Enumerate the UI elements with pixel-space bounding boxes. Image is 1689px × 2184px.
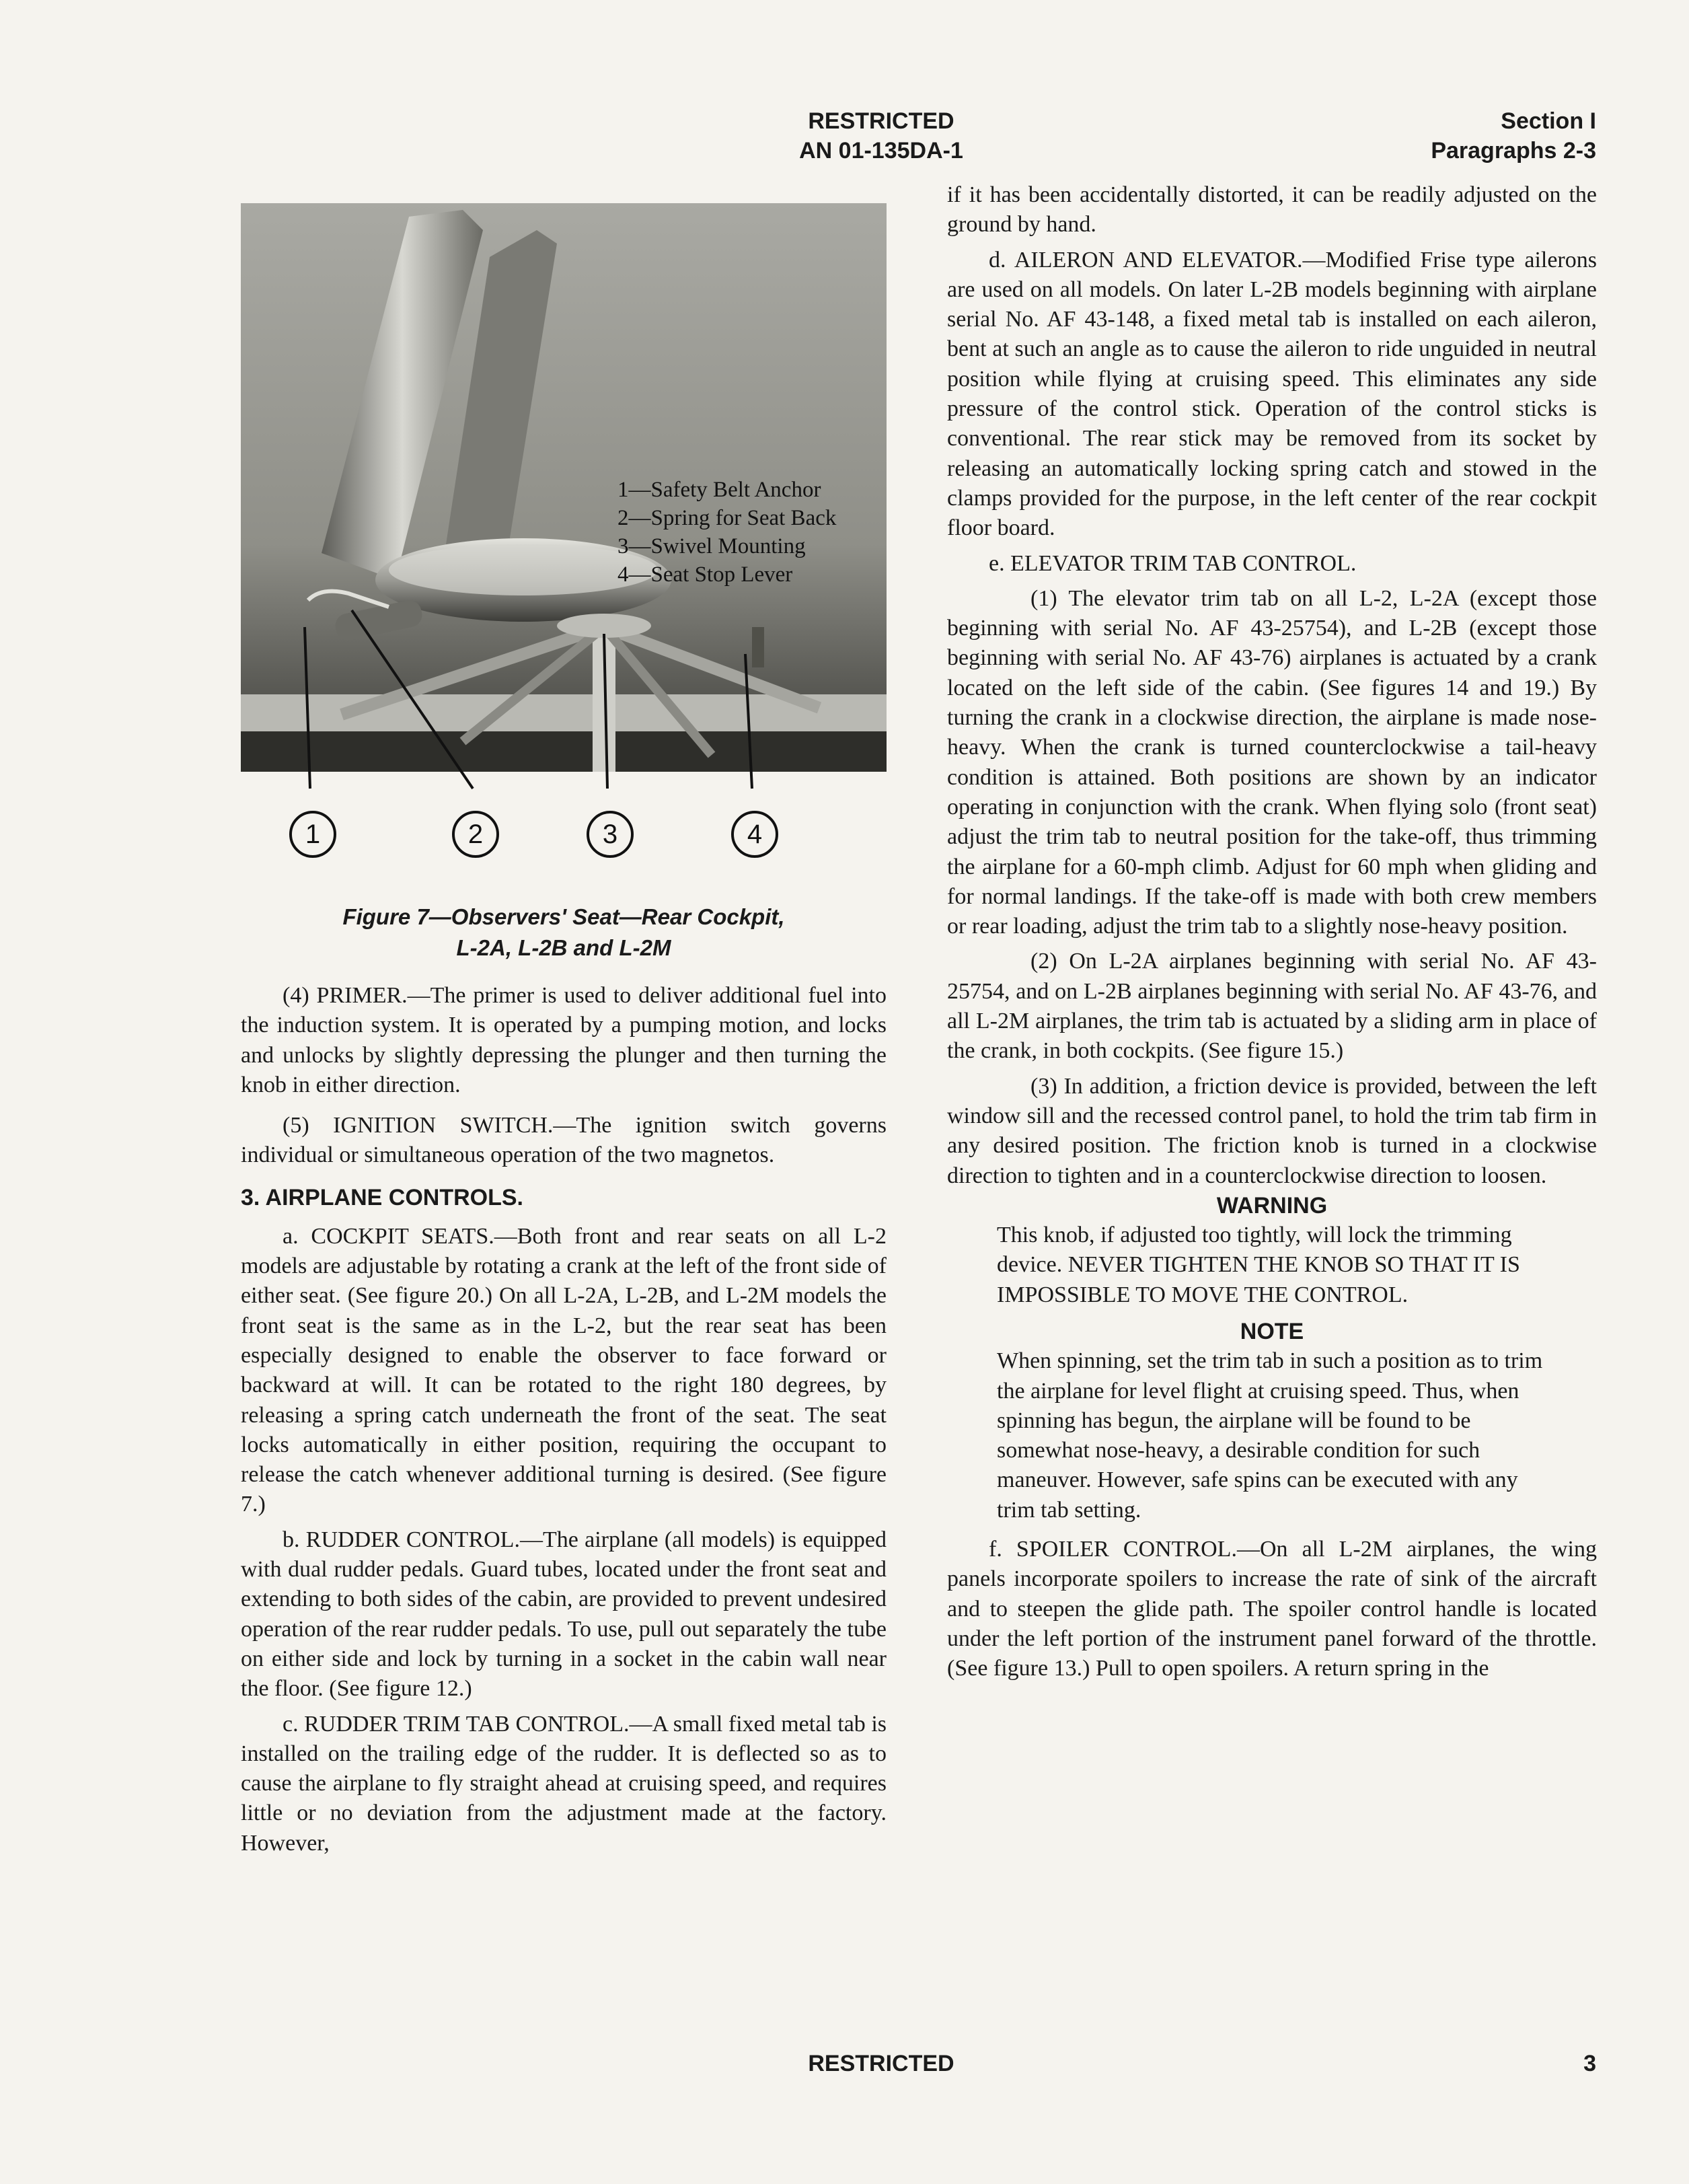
- callout-2: 2: [452, 811, 499, 858]
- paragraph-rudder-control: b. RUDDER CONTROL.—The airplane (all models) is equipped with dual rudder pedals. Guard tubes, located under the front seat and extending to both sides of the cabin, are provided to prevent undesired operation of the rear rudder pedals. To use, pull out separately the tube on either side and lock by turning in a socket in the cabin wall near the floor. (See figure 12.): [241, 1527, 887, 1702]
- paragraph-continuation: if it has been accidentally distorted, it can be readily adjusted on the ground by hand.: [947, 182, 1597, 238]
- legend-item-2: 2—Spring for Seat Back: [617, 506, 837, 530]
- callout-3: 3: [587, 811, 634, 858]
- callout-leader-lines: [241, 203, 887, 849]
- paragraph-elevator-trim-2: (2) On L-2A airplanes beginning with serial No. AF 43-25754, and on L-2B airplanes beginning with serial No. AF 43-76, and all L-2M airplanes, the trim tab is actuated by a sliding arm in place of the crank, in both cockpits. (See figure 15.): [947, 949, 1597, 1064]
- warning-title: WARNING: [1216, 1192, 1328, 1218]
- header-doc-number: AN 01-135DA-1: [799, 138, 963, 163]
- paragraph-ignition-switch: (5) IGNITION SWITCH.—The ignition switch governs individual or simultaneous operation of the two magnetos.: [241, 1113, 887, 1168]
- caption-line-2: L-2A, L-2B and L-2M: [456, 935, 671, 960]
- right-column: [947, 180, 1597, 1684]
- note-body: When spinning, set the trim tab in such a position as to trim the airplane for level flight at cruising speed. Thus, when spinning has begun, the airplane will be found to be somewhat nose-heavy, a desirable condition for such maneuver. However, safe spins can be executed with any trim tab setting.: [997, 1348, 1543, 1523]
- paragraph-cockpit-seats: a. COCKPIT SEATS.—Both front and rear seats on all L-2 models are adjustable by rotating a crank at the left of the front side of either seat. (See figure 20.) On all L-2A, L-2B, and L-2M models the front seat is the same as in the L-2, but the rear seat has been especially designed to enable the observer to face forward or backward at will. It can be rotated to the right 180 degrees, by releasing a spring catch underneath the front of the seat. The seat locks automatically in either position, requiring the occupant to release the catch whenever additional turning is desired. (See figure 7.): [241, 1223, 887, 1517]
- header-classification: RESTRICTED: [808, 108, 954, 134]
- figure-7: [241, 203, 887, 879]
- left-column: [241, 981, 887, 1858]
- section-heading-airplane-controls: 3. AIRPLANE CONTROLS.: [241, 1184, 523, 1210]
- paragraph-elevator-trim-3: (3) In addition, a friction device is provided, between the left window sill and the recessed control panel, to hold the trim tab firm in any desired position. The friction knob is turned in a clockwise direction to tighten and in a counterclockwise direction to loosen.: [947, 1073, 1597, 1188]
- legend-item-4: 4—Seat Stop Lever: [617, 562, 793, 587]
- footer-classification: RESTRICTED: [808, 2051, 954, 2076]
- page-header-center: [740, 106, 1022, 166]
- header-paragraphs: Paragraphs 2-3: [1431, 138, 1596, 163]
- paragraph-elevator-trim-heading: e. ELEVATOR TRIM TAB CONTROL.: [989, 550, 1357, 576]
- page-number: 3: [1583, 2051, 1596, 2076]
- header-section: Section I: [1501, 108, 1596, 134]
- legend-item-1: 1—Safety Belt Anchor: [617, 478, 821, 502]
- page-header-right: [1431, 106, 1596, 166]
- legend-item-3: 3—Swivel Mounting: [617, 534, 806, 558]
- note-title: NOTE: [1240, 1318, 1304, 1344]
- callout-4: 4: [731, 811, 778, 858]
- paragraph-spoiler-control: f. SPOILER CONTROL.—On all L-2M airplanes, the wing panels incorporate spoilers to increase the rate of sink of the aircraft and to steepen the glide path. The spoiler control handle is located under the left portion of the instrument panel forward of the throttle. (See figure 13.) Pull to open spoilers. A return spring in the: [947, 1537, 1597, 1681]
- paragraph-primer: (4) PRIMER.—The primer is used to deliver additional fuel into the induction system. It is operated by a pumping motion, and locks and unlocks by slightly depressing the plunger and then turning the knob in either direction.: [241, 983, 887, 1097]
- caption-line-1: Figure 7—Observers' Seat—Rear Cockpit,: [342, 904, 785, 929]
- figure-caption: [241, 902, 887, 963]
- paragraph-rudder-trim-tab: c. RUDDER TRIM TAB CONTROL.—A small fixed metal tab is installed on the trailing edge of the rudder. It is deflected so as to cause the airplane to fly straight ahead at cruising speed, and requires little or no deviation from the adjustment made at the factory. However,: [241, 1711, 887, 1856]
- paragraph-aileron-elevator: d. AILERON AND ELEVATOR.—Modified Frise type ailerons are used on all models. On later L-2B models beginning with airplane serial No. AF 43-148, a fixed metal tab is installed on each aileron, bent at such an angle as to cause the aileron to ride unguided in neutral position while flying at cruising speed. This eliminates any side pressure of the control stick. Operation of the control sticks is conventional. The rear stick may be removed from its socket by releasing an automatically locking spring catch and stowed in the clamps provided for the purpose, in the left center of the rear cockpit floor board.: [947, 247, 1597, 541]
- paragraph-elevator-trim-1: (1) The elevator trim tab on all L-2, L-2A (except those beginning with serial No. AF 43-25754), and L-2B (except those beginning with serial No. AF 43-76) airplanes is actuated by a crank located on the left side of the cabin. (See figures 14 and 19.) By turning the crank in a clockwise direction, the airplane is made nose-heavy. When the crank is turned counterclockwise a tail-heavy condition is attained. Both positions are shown by an indicator operating in conjunction with the crank. When flying solo (front seat) adjust the trim tab to neutral position for the take-off, thus trimming the airplane for a 60-mph climb. Adjust for 60 mph when gliding and for normal landings. If the take-off is made with both crew members or rear loading, adjust the trim tab to a slightly nose-heavy position.: [947, 585, 1597, 939]
- callout-1: 1: [289, 811, 336, 858]
- warning-body: This knob, if adjusted too tightly, will lock the trimming device. NEVER TIGHTEN THE KNOB SO THAT IT IS IMPOSSIBLE TO MOVE THE CONTROL.: [997, 1223, 1520, 1307]
